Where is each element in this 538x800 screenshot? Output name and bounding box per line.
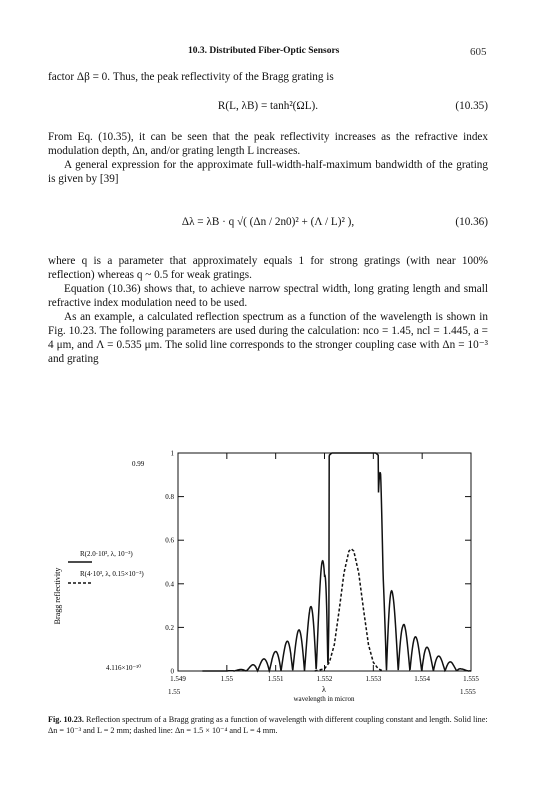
x-axis-label: λ	[322, 685, 326, 694]
paragraph-3: A general expression for the approximate full-width-half-maximum bandwidth of the grating is given by [39]	[48, 159, 488, 185]
plot-frame	[178, 453, 471, 671]
legend	[68, 550, 144, 583]
x-tick-label: 1.555	[463, 675, 479, 683]
y-tick-label: 1	[170, 449, 174, 458]
y-tick-label: 0.8	[165, 493, 174, 502]
paragraph-6: As an example, a calculated reflection spectrum as a function of the wavelength is shown in Fig. 10.23. The following parameters are used during the calculation: nco = 1.45, ncl = 1.445, a = 4 μm, and Λ = 0.535 μm. The solid line corresponds to the stronger coupling case with Δn = 10⁻³ and grating	[48, 311, 488, 365]
legend-entry-dashed: R(4·10³, λ, 0.15×10⁻³)	[80, 570, 144, 578]
x-tick-label: 1.551	[267, 675, 284, 683]
series-line-solid	[202, 453, 471, 671]
equation-number: (10.36)	[455, 216, 488, 228]
y-tick-label: 0.2	[165, 623, 174, 632]
section-title: 10.3. Distributed Fiber-Optic Sensors	[188, 46, 340, 56]
equation-10-35	[48, 100, 488, 116]
series-line-dashed	[315, 549, 383, 671]
equation-10-36	[48, 206, 488, 246]
y-tick-label: 0.6	[165, 536, 174, 545]
equation-number: (10.35)	[455, 100, 488, 112]
x-tick-label: 1.553	[365, 675, 382, 683]
y-tick-label: 0.4	[165, 580, 174, 589]
figure-caption	[48, 714, 488, 736]
x-tick-label: 1.552	[316, 675, 333, 683]
corner-label-xmin: 1.55	[168, 688, 181, 696]
page-number: 605	[470, 46, 487, 58]
y-tick-label: 0	[170, 667, 174, 676]
corner-label-xmax: 1.555	[460, 688, 476, 696]
axis-ticks	[165, 450, 479, 684]
x-tick-label: 1.549	[170, 675, 186, 683]
corner-label-ymax: 0.99	[132, 460, 145, 468]
paragraph-1: factor Δβ = 0. Thus, the peak reflectivity of the Bragg grating is	[48, 71, 334, 83]
caption-label: Fig. 10.23.	[48, 715, 84, 724]
reflection-spectrum-chart	[48, 436, 498, 706]
paragraph-2: From Eq. (10.35), it can be seen that the peak reflectivity increases as the refractive index modulation depth, Δn, and/or grating length L increases.	[48, 131, 488, 157]
caption-text: Reflection spectrum of a Bragg grating as a function of wavelength with different coupling constant and length. Solid line: Δn = 10⁻³ and L = 2 mm; dashed line: Δn = 1.5 × 10⁻⁴ and L = 4 mm.	[48, 715, 488, 735]
paragraph-5: Equation (10.36) shows that, to achieve narrow spectral width, long grating length and small refractive index modulation need to be used.	[48, 283, 488, 309]
x-tick-label: 1.554	[414, 675, 431, 683]
legend-entry-solid: R(2.0·10³, λ, 10⁻³)	[80, 550, 133, 558]
series-group	[202, 453, 471, 671]
y-axis-label: Bragg reflectivity	[53, 567, 62, 625]
equation-body: R(L, λB) = tanh²(ΩL).	[217, 100, 319, 112]
x-axis-sublabel: wavelength in micron	[293, 695, 355, 703]
corner-label-ymin: 4.116×10⁻¹⁰	[106, 664, 142, 672]
equation-body: Δλ = λB · q √( (Δn / 2n0)² + (Λ / L)² ),	[181, 216, 355, 228]
paragraph-4: where q is a parameter that approximately equals 1 for strong gratings (with near 100% reflection) whereas q ~ 0.5 for weak gratings.	[48, 255, 488, 281]
x-tick-label: 1.55	[220, 675, 233, 683]
